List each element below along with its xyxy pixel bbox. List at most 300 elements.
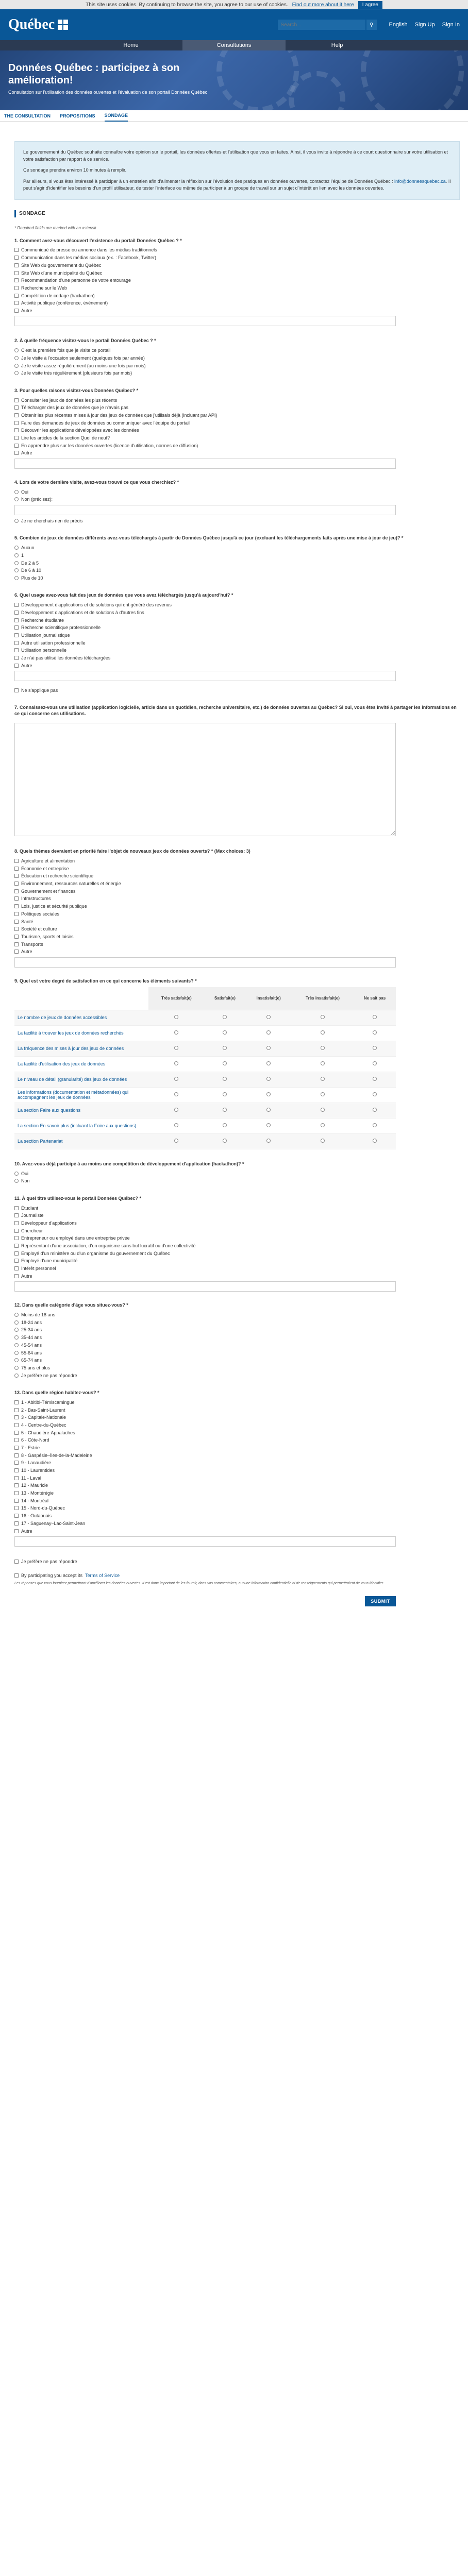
option-label: C'est la première fois que je visite ce portail (21, 348, 111, 353)
other-input[interactable] (14, 459, 396, 469)
checkbox[interactable] (14, 904, 19, 908)
option-item[interactable] (14, 1489, 460, 1497)
radio-button[interactable] (223, 1139, 227, 1143)
other-input[interactable] (14, 316, 396, 326)
radio-button[interactable] (14, 1320, 19, 1325)
option-item[interactable] (14, 354, 460, 362)
option-item[interactable] (14, 1318, 460, 1326)
checkbox[interactable] (14, 935, 19, 939)
option-label: Autre (21, 450, 32, 456)
option-item[interactable] (14, 948, 460, 956)
checkbox[interactable] (14, 421, 19, 425)
radio-button[interactable] (174, 1030, 178, 1035)
checkbox[interactable] (14, 1468, 19, 1472)
option-item[interactable] (14, 1311, 460, 1319)
radio-button[interactable] (14, 371, 19, 375)
option-label: Plus de 10 (21, 575, 43, 581)
option-item[interactable] (14, 442, 460, 449)
tab-sondage[interactable]: SONDAGE (105, 110, 128, 122)
radio-button[interactable] (14, 490, 19, 494)
radio-button[interactable] (266, 1123, 271, 1127)
option-item[interactable] (14, 1421, 460, 1429)
checkbox[interactable] (14, 896, 19, 901)
option-item[interactable] (14, 1204, 460, 1212)
checkbox[interactable] (14, 1431, 19, 1435)
nav-consultations[interactable]: Consultations (182, 40, 286, 50)
option-item[interactable] (14, 887, 460, 895)
option-item[interactable] (14, 419, 460, 427)
other-input[interactable] (14, 1281, 396, 1292)
checkbox[interactable] (14, 436, 19, 440)
option-label: Autre (21, 663, 32, 668)
option-label: Recommandation d'une personne de votre entourage (21, 278, 131, 283)
other-input[interactable] (14, 1536, 396, 1547)
option-item[interactable] (14, 1474, 460, 1482)
checkbox[interactable] (14, 641, 19, 645)
checkbox[interactable] (14, 1499, 19, 1503)
radio-button[interactable] (373, 1139, 377, 1143)
option-item[interactable] (14, 1177, 460, 1185)
radio-button[interactable] (373, 1061, 377, 1065)
radio-button[interactable] (223, 1030, 227, 1035)
cookie-more-link[interactable]: Find out more about it here (292, 2, 354, 8)
option-item[interactable] (14, 404, 460, 412)
option-label: Non (précisez): (21, 497, 53, 502)
grid-row (14, 1010, 396, 1025)
option-item[interactable] (14, 910, 460, 918)
precision-input[interactable] (14, 505, 396, 515)
radio-button[interactable] (373, 1123, 377, 1127)
option-item[interactable] (14, 918, 460, 925)
grid-row-label: La section En savoir plus (incluant la Foire aux questions) (14, 1118, 148, 1133)
option-item[interactable] (14, 624, 460, 632)
radio-button[interactable] (373, 1046, 377, 1050)
question-title: 1. Comment avez-vous découvert l'existence du portail Données Québec ? * (14, 238, 182, 243)
radio-button[interactable] (14, 1172, 19, 1176)
option-item[interactable] (14, 1406, 460, 1414)
option-label: Je le visite assez régulièrement (au moins une fois par mois) (21, 363, 146, 368)
checkbox[interactable] (14, 1446, 19, 1450)
option-label: Étudiant (21, 1205, 39, 1211)
option-item[interactable] (14, 496, 460, 503)
checkbox[interactable] (14, 1560, 19, 1564)
option-item[interactable] (14, 517, 460, 525)
option-item[interactable] (14, 895, 460, 903)
main-nav (0, 40, 468, 50)
option-item[interactable] (14, 277, 460, 284)
option-label: Journaliste (21, 1213, 44, 1218)
radio-button[interactable] (14, 546, 19, 550)
nav-home[interactable]: Home (123, 42, 139, 48)
radio-button[interactable] (174, 1061, 178, 1065)
radio-button[interactable] (266, 1108, 271, 1112)
question-title: 7. Connaissez-vous une utilisation (application logicielle, article dans un quotidien, recherche universitaire, etc.) de données ouvertes au Québec? Si oui, vous êtes invité à partager les informations en ce qui concerne ces utilisations. (14, 704, 457, 717)
checkbox[interactable] (14, 278, 19, 282)
radio-button[interactable] (321, 1108, 325, 1112)
radio-button[interactable] (266, 1046, 271, 1050)
option-item[interactable] (14, 1504, 460, 1512)
radio-button[interactable] (266, 1015, 271, 1019)
radio-button[interactable] (321, 1061, 325, 1065)
radio-button[interactable] (14, 1366, 19, 1370)
checkbox[interactable] (14, 618, 19, 622)
option-item[interactable] (14, 1429, 460, 1436)
option-item[interactable] (14, 544, 460, 552)
radio-button[interactable] (373, 1015, 377, 1019)
radio-button[interactable] (14, 1351, 19, 1355)
checkbox[interactable] (14, 1259, 19, 1263)
checkbox[interactable] (14, 942, 19, 946)
grid-row-label: La fréquence des mises à jour des jeux de données (14, 1041, 148, 1056)
grid-column-header: Insatisfait(e) (245, 987, 292, 1010)
option-item[interactable] (14, 427, 460, 434)
option-item[interactable] (14, 347, 460, 354)
radio-button[interactable] (174, 1046, 178, 1050)
option-item[interactable] (14, 1482, 460, 1489)
radio-button[interactable] (14, 1358, 19, 1362)
radio-button[interactable] (266, 1030, 271, 1035)
option-item[interactable] (14, 1527, 460, 1535)
radio-button[interactable] (373, 1092, 377, 1096)
checkbox[interactable] (14, 688, 19, 692)
option-item[interactable] (14, 857, 460, 865)
checkbox[interactable] (14, 1206, 19, 1210)
option-item[interactable] (14, 880, 460, 888)
option-item[interactable] (14, 654, 460, 662)
checkbox[interactable] (14, 263, 19, 267)
option-item[interactable] (14, 632, 460, 639)
option-item[interactable] (14, 1219, 460, 1227)
checkbox[interactable] (14, 413, 19, 417)
checkbox[interactable] (14, 1506, 19, 1510)
checkbox[interactable] (14, 633, 19, 637)
radio-button[interactable] (223, 1092, 227, 1096)
option-item[interactable] (14, 925, 460, 933)
option-item[interactable] (14, 574, 460, 582)
option-item[interactable] (14, 1497, 460, 1504)
option-item[interactable] (14, 362, 460, 369)
other-input[interactable] (14, 957, 396, 968)
option-item[interactable] (14, 639, 460, 647)
option-item[interactable] (14, 865, 460, 872)
radio-button[interactable] (14, 1179, 19, 1183)
option-item[interactable] (14, 601, 460, 609)
option-label: Compétition de codage (hackathon) (21, 293, 95, 298)
radio-button[interactable] (321, 1030, 325, 1035)
option-label: Entrepreneur ou employé dans une entreprise privée (21, 1235, 130, 1241)
option-item[interactable] (14, 1265, 460, 1273)
checkbox[interactable] (14, 1213, 19, 1217)
tab-consultation[interactable]: THE CONSULTATION (4, 113, 51, 118)
checkbox[interactable] (14, 1529, 19, 1533)
consent-checkbox[interactable] (14, 1573, 19, 1578)
radio-button[interactable] (174, 1015, 178, 1019)
radio-button[interactable] (373, 1108, 377, 1112)
radio-button[interactable] (174, 1108, 178, 1112)
radio-button[interactable] (14, 348, 19, 352)
option-item[interactable] (14, 488, 460, 496)
option-item[interactable] (14, 434, 460, 442)
checkbox[interactable] (14, 286, 19, 290)
checkbox[interactable] (14, 309, 19, 313)
option-label: 16 - Outaouais (21, 1513, 52, 1519)
option-item[interactable] (14, 1334, 460, 1342)
option-label: Agriculture et alimentation (21, 858, 75, 863)
question-title: 3. Pour quelles raisons visitez-vous Données Québec? * (14, 387, 139, 393)
radio-button[interactable] (14, 553, 19, 557)
checkbox[interactable] (14, 603, 19, 607)
checkbox[interactable] (14, 1423, 19, 1427)
option-item[interactable] (14, 1451, 460, 1459)
signup-link[interactable]: Sign Up (414, 22, 435, 28)
option-item[interactable] (14, 1364, 460, 1372)
radio-button[interactable] (321, 1123, 325, 1127)
radio-button[interactable] (14, 1328, 19, 1332)
terms-link[interactable]: Terms of Service (85, 1572, 120, 1578)
checkbox[interactable] (14, 248, 19, 252)
checkbox[interactable] (14, 625, 19, 630)
option-label: 6 - Côte-Nord (21, 1437, 49, 1443)
option-label: Recherche sur le Web (21, 285, 67, 291)
checkbox[interactable] (14, 927, 19, 931)
option-label: 25-34 ans (21, 1327, 42, 1333)
search-input[interactable] (278, 20, 365, 30)
option-item[interactable] (14, 1444, 460, 1452)
radio-button[interactable] (14, 356, 19, 360)
option-item[interactable] (14, 1349, 460, 1357)
radio-button[interactable] (266, 1077, 271, 1081)
option-item[interactable] (14, 1467, 460, 1475)
tab-propositions[interactable]: PROPOSITIONS (60, 113, 95, 118)
cookie-agree-button[interactable]: I agree (358, 1, 382, 9)
radio-button[interactable] (174, 1092, 178, 1096)
option-item[interactable] (14, 1520, 460, 1528)
checkbox[interactable] (14, 664, 19, 668)
grid-column-header: Satisfait(e) (205, 987, 246, 1010)
checkbox[interactable] (14, 1461, 19, 1465)
quebec-logo[interactable] (8, 16, 68, 33)
grid-column-header: Très insatisfait(e) (292, 987, 354, 1010)
option-label: Représentant d'une association, d'un organisme sans but lucratif ou d'une collectivité (21, 1243, 196, 1249)
checkbox[interactable] (14, 1521, 19, 1526)
option-item[interactable] (14, 1249, 460, 1257)
radio-button[interactable] (14, 519, 19, 523)
language-select[interactable]: English (389, 22, 408, 28)
option-item[interactable] (14, 647, 460, 654)
checkbox[interactable] (14, 1274, 19, 1278)
checkbox[interactable] (14, 1266, 19, 1270)
checkbox[interactable] (14, 1221, 19, 1225)
question-q6 (14, 592, 460, 693)
search-icon[interactable]: ⚲ (366, 20, 377, 30)
checkbox[interactable] (14, 882, 19, 886)
radio-button[interactable] (223, 1061, 227, 1065)
option-label: Politiques sociales (21, 911, 60, 917)
radio-button[interactable] (321, 1015, 325, 1019)
option-item[interactable] (14, 872, 460, 880)
signin-link[interactable]: Sign In (442, 22, 460, 28)
checkbox[interactable] (14, 656, 19, 660)
checkbox[interactable] (14, 301, 19, 305)
option-item[interactable] (14, 292, 460, 299)
checkbox[interactable] (14, 256, 19, 260)
checkbox[interactable] (14, 1453, 19, 1458)
option-item[interactable] (14, 1459, 460, 1467)
radio-button[interactable] (174, 1139, 178, 1143)
checkbox[interactable] (14, 867, 19, 871)
checkbox[interactable] (14, 428, 19, 432)
option-label: 11 - Laval (21, 1475, 41, 1481)
option-item[interactable] (14, 412, 460, 419)
checkbox[interactable] (14, 444, 19, 448)
checkbox[interactable] (14, 1236, 19, 1240)
option-item[interactable] (14, 552, 460, 560)
option-item[interactable] (14, 246, 460, 254)
checkbox[interactable] (14, 912, 19, 916)
radio-button[interactable] (174, 1077, 178, 1081)
option-item[interactable] (14, 662, 460, 670)
option-item[interactable] (14, 1326, 460, 1334)
radio-button[interactable] (223, 1015, 227, 1019)
checkbox[interactable] (14, 398, 19, 402)
option-label: Société et culture (21, 926, 57, 932)
radio-button[interactable] (14, 1335, 19, 1340)
radio-button[interactable] (223, 1046, 227, 1050)
nav-help[interactable]: Help (331, 42, 343, 48)
checkbox[interactable] (14, 859, 19, 863)
radio-button[interactable] (14, 1374, 19, 1378)
checkbox[interactable] (14, 271, 19, 275)
option-item[interactable] (14, 369, 460, 377)
option-item[interactable] (14, 449, 460, 457)
radio-button[interactable] (14, 1343, 19, 1347)
option-item[interactable] (14, 1414, 460, 1421)
option-item[interactable] (14, 686, 460, 694)
option-item[interactable] (14, 1212, 460, 1219)
option-label: 14 - Montréal (21, 1498, 49, 1503)
radio-button[interactable] (14, 561, 19, 565)
checkbox[interactable] (14, 950, 19, 954)
checkbox[interactable] (14, 1400, 19, 1404)
question-q1 (14, 238, 460, 327)
submit-button[interactable]: SUBMIT (365, 1596, 396, 1606)
option-item[interactable] (14, 269, 460, 277)
checkbox[interactable] (14, 648, 19, 652)
checkbox[interactable] (14, 294, 19, 298)
option-item[interactable] (14, 903, 460, 910)
checkbox[interactable] (14, 611, 19, 615)
option-item[interactable] (14, 1234, 460, 1242)
grid-row-label: La section Partenariat (14, 1133, 148, 1149)
option-item[interactable] (14, 1436, 460, 1444)
checkbox[interactable] (14, 1415, 19, 1419)
option-item[interactable] (14, 933, 460, 941)
radio-button[interactable] (321, 1046, 325, 1050)
radio-button[interactable] (266, 1061, 271, 1065)
intro-paragraph: Le gouvernement du Québec souhaite connaître votre opinion sur le portail, les données offertes et l'utilisation que vous en faites. Ainsi, il vous invite à répondre à ce court questionnaire sur votre utilisation et votre satisfaction par rapport à ce service. (23, 149, 448, 162)
radio-button[interactable] (14, 364, 19, 368)
radio-button[interactable] (373, 1030, 377, 1035)
option-label: Autre utilisation professionnelle (21, 640, 86, 646)
radio-button[interactable] (223, 1077, 227, 1081)
checkbox[interactable] (14, 451, 19, 455)
radio-button[interactable] (266, 1092, 271, 1096)
checkbox[interactable] (14, 1491, 19, 1495)
option-item[interactable] (14, 940, 460, 948)
checkbox[interactable] (14, 405, 19, 410)
option-label: 7 - Estrie (21, 1445, 40, 1450)
option-label: En apprendre plus sur les données ouvertes (licence d'utilisation, normes de diffusion) (21, 443, 198, 448)
checkbox[interactable] (14, 1251, 19, 1256)
option-item[interactable] (14, 1399, 460, 1406)
radio-button[interactable] (174, 1123, 178, 1127)
option-item[interactable] (14, 1558, 460, 1566)
option-label: Autre (21, 949, 32, 955)
checkbox[interactable] (14, 1476, 19, 1480)
option-label: Environnement, ressources naturelles et énergie (21, 881, 121, 887)
option-item[interactable] (14, 1227, 460, 1234)
question-title: 8. Quels thèmes devraient en priorité faire l'objet de nouveaux jeux de données ouverts? * (Max choices: 3) (14, 849, 250, 854)
radio-button[interactable] (223, 1123, 227, 1127)
radio-button[interactable] (373, 1077, 377, 1081)
option-label: 75 ans et plus (21, 1365, 51, 1370)
option-item[interactable] (14, 1272, 460, 1280)
option-item[interactable] (14, 299, 460, 307)
radio-button[interactable] (14, 568, 19, 572)
contact-email-link[interactable]: info@donneesquebec.ca (394, 178, 446, 184)
option-item[interactable] (14, 1242, 460, 1250)
checkbox[interactable] (14, 1408, 19, 1412)
option-item[interactable] (14, 307, 460, 315)
other-input[interactable] (14, 671, 396, 681)
option-item[interactable] (14, 567, 460, 574)
option-item[interactable] (14, 1512, 460, 1520)
option-item[interactable] (14, 254, 460, 262)
grid-row-label: Le nombre de jeux de données accessibles (14, 1010, 148, 1025)
radio-button[interactable] (321, 1139, 325, 1143)
radio-button[interactable] (14, 576, 19, 580)
checkbox[interactable] (14, 1438, 19, 1442)
radio-button[interactable] (321, 1077, 325, 1081)
checkbox[interactable] (14, 1514, 19, 1518)
checkbox[interactable] (14, 874, 19, 878)
option-item[interactable] (14, 284, 460, 292)
option-item[interactable] (14, 559, 460, 567)
radio-button[interactable] (223, 1108, 227, 1112)
radio-button[interactable] (266, 1139, 271, 1143)
checkbox[interactable] (14, 920, 19, 924)
radio-button[interactable] (321, 1092, 325, 1096)
checkbox[interactable] (14, 1483, 19, 1487)
option-item[interactable] (14, 1357, 460, 1364)
option-item[interactable] (14, 396, 460, 404)
option-item[interactable] (14, 1371, 460, 1379)
consent-text: By participating you accept its (21, 1572, 83, 1578)
option-item[interactable] (14, 261, 460, 269)
radio-button[interactable] (14, 497, 19, 501)
checkbox[interactable] (14, 1244, 19, 1248)
radio-button[interactable] (14, 1313, 19, 1317)
option-item[interactable] (14, 1341, 460, 1349)
option-item[interactable] (14, 616, 460, 624)
usage-textarea[interactable] (14, 723, 396, 836)
option-item[interactable] (14, 1257, 460, 1265)
checkbox[interactable] (14, 1229, 19, 1233)
option-item[interactable] (14, 1170, 460, 1177)
question-q7 (14, 704, 460, 838)
option-item[interactable] (14, 609, 460, 617)
checkbox[interactable] (14, 889, 19, 893)
